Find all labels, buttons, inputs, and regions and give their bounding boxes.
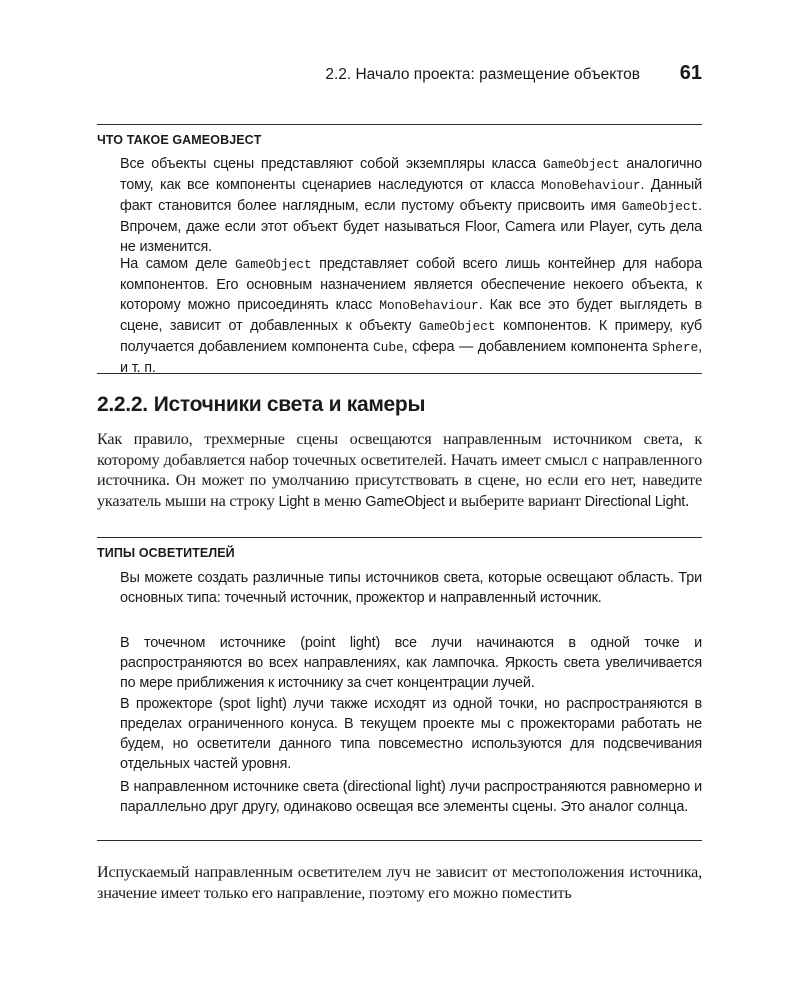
code-term: Sphere: [652, 340, 699, 355]
running-head: [97, 62, 702, 88]
code-term: GameObject: [542, 157, 620, 172]
body-paragraph: Как правило, трехмерные сцены освещаются направленным источником света, к которому добавляется набор точечных осветителей. Начать имеет смысл с направленного источника. Он может по умолчанию присутствовать в сцене, но если его нет, наведите указатель мыши на строку Light в меню GameObject и выберите вариант Directional Light.: [97, 430, 702, 510]
sidebar-top-rule: [97, 124, 702, 125]
running-head-title: 2.2. Начало проекта: размещение объектов: [325, 66, 640, 83]
sidebar-top-rule: [97, 537, 702, 538]
sidebar-bottom-rule: [97, 373, 702, 374]
sidebar-paragraph: В прожекторе (spot light) лучи также исходят из одной точки, но распространяются в пределах ограниченного конуса. В текущем проекте мы с прожекторами работать не будем, но осветители данного типа повсеместно используются для подсвечивания отдельных частей уровня.: [120, 696, 702, 772]
ui-term: Light: [278, 493, 309, 510]
page-number: 61: [679, 62, 702, 84]
code-term: MonoBehaviour: [541, 178, 641, 193]
section-title: Источники света и камеры: [153, 393, 426, 416]
body-paragraph: Испускаемый направленным осветителем луч не зависит от местоположения источника, значение имеет только его направление, поэтому его можно поместить: [97, 863, 702, 902]
code-term: MonoBehaviour: [379, 298, 479, 313]
sidebar-paragraph: На самом деле GameObject представляет собой всего лишь контейнер для набора компонентов. Его основным назначением является обеспечение некоего объекта, к которому можно присоединять класс MonoBehaviour. Как все это будет выглядеть в сцене, зависит от добавленных к объекту GameObject компонентов. К примеру, куб получается добавлением компонента Cube, сфера — добавлением компонента Sphere, и т. п.: [120, 256, 702, 376]
sidebar-title-light-types: ТИПЫ ОСВЕТИТЕЛЕЙ: [97, 546, 235, 560]
sidebar-title-gameobject: ЧТО ТАКОЕ GAMEOBJECT: [97, 133, 262, 147]
ui-term: GameObject: [365, 493, 445, 510]
section-heading: [97, 393, 425, 417]
code-term: GameObject: [621, 199, 699, 214]
sidebar-bottom-rule: [97, 840, 702, 841]
sidebar-paragraph: В точечном источнике (point light) все лучи начинаются в одной точке и распространяются во всех направлениях, как лампочка. Яркость света увеличивается по мере приближения к источнику за счет концентрации лучей.: [120, 635, 702, 691]
code-term: GameObject: [235, 257, 312, 272]
section-number: 2.2.2.: [97, 393, 148, 416]
ui-term: Directional Light: [584, 493, 686, 510]
sidebar-paragraph: В направленном источнике света (directional light) лучи распространяются равномерно и параллельно друг другу, одинаково освещая все элементы сцены. Это аналог солнца.: [120, 779, 702, 815]
code-term: GameObject: [418, 319, 496, 334]
sidebar-paragraph: Вы можете создать различные типы источников света, которые освещают область. Три основных типа: точечный источник, прожектор и направленный источник.: [120, 570, 702, 606]
code-term: Cube: [373, 340, 404, 355]
sidebar-paragraph: Все объекты сцены представляют собой экземпляры класса GameObject аналогично тому, как все компоненты сценариев наследуются от класса MonoBehaviour. Данный факт становится более наглядным, если пустому объекту присвоить имя GameObject. Впрочем, даже если этот объект будет называться Floor, Camera или Player, суть дела не изменится.: [120, 156, 703, 255]
